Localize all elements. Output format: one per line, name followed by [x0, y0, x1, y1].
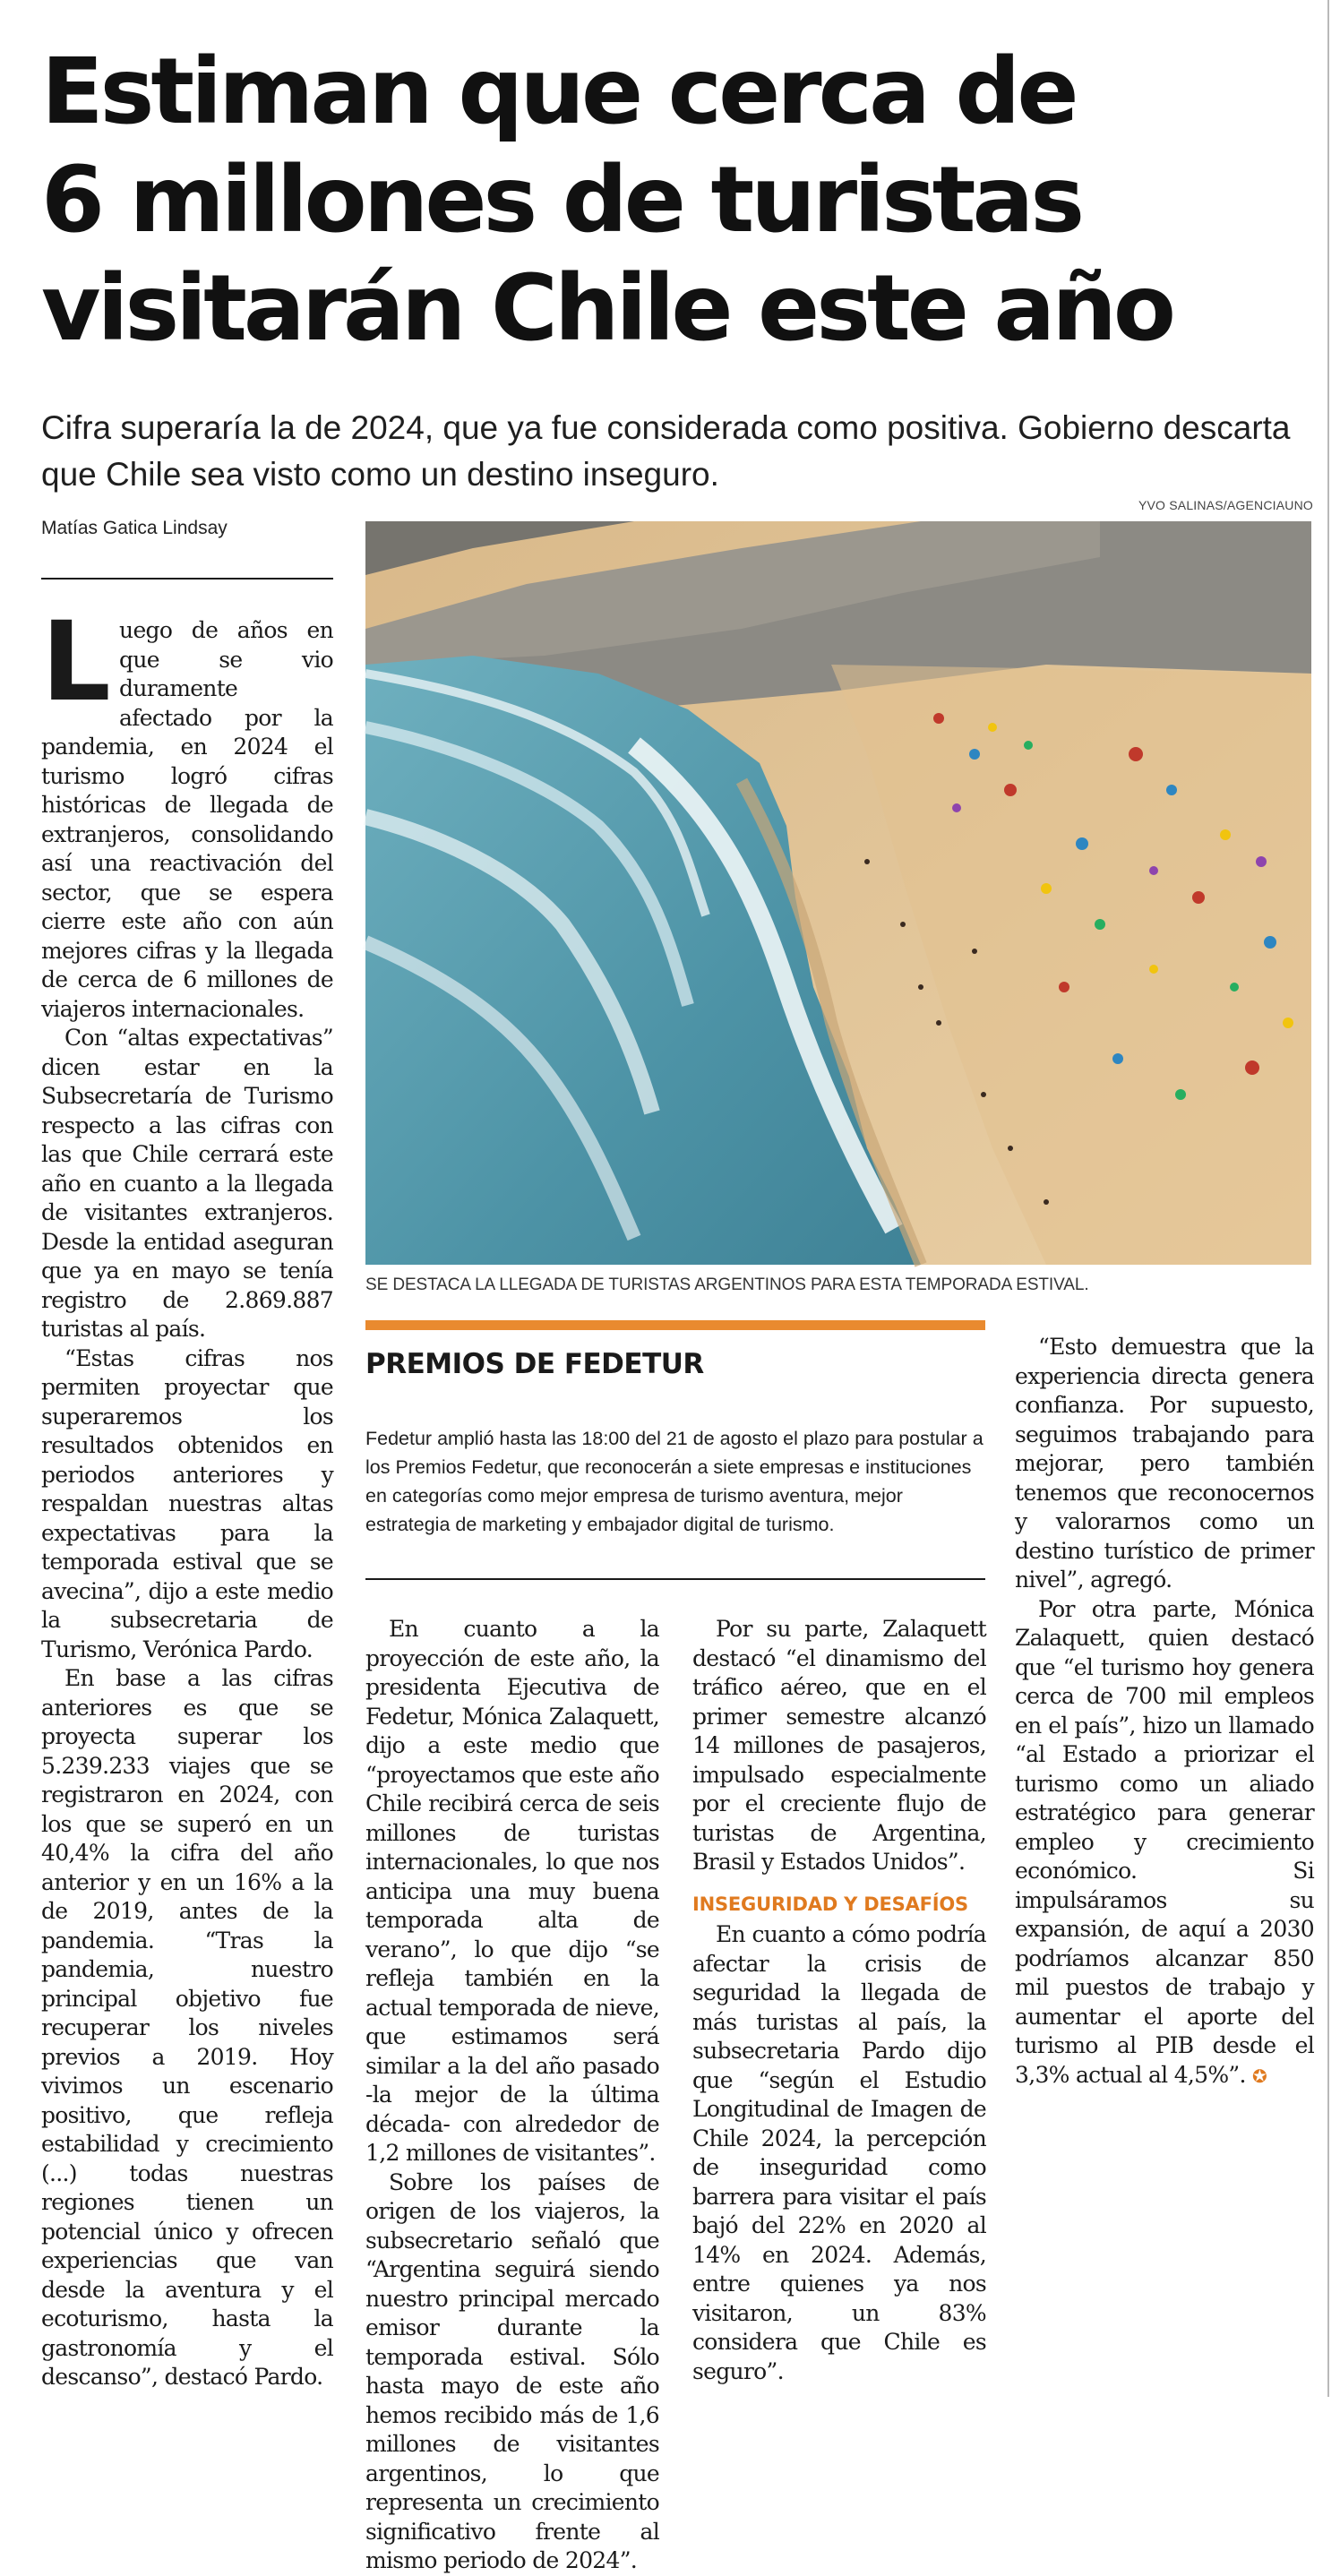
- byline: Matías Gatica Lindsay: [41, 518, 228, 538]
- article-paragraph: En cuanto a cómo podría afectar la crisis de seguridad la llegada de más turistas al país, la subsecretaria Pardo dijo que “según el Estudio Longitudinal de Imagen de Chile 2024, la percepción de inseguridad como barrera para visitar el país bajó del 22% en 2020 al 14% en 2024. Además, entre quienes ya nos visitaron, un 83% considera que Chile es seguro”.: [692, 1921, 986, 2384]
- article-paragraph: Sobre los países de origen de los viajeros, la subsecretario señaló que “Argentina seguirá siendo nuestro principal mercado emisor durante la temporada estival. Sólo hasta mayo de este año hemos recibido más de 1,6 millones de visitantes argentinos, lo que representa un crecimiento significativo frente al mismo periodo de 2024”.: [365, 2168, 659, 2573]
- headline: [41, 38, 1304, 363]
- article-paragraph: [1015, 1595, 1314, 2091]
- drop-cap: L: [41, 598, 111, 726]
- sidebar-text: Fedetur amplió hasta las 18:00 del 21 de agosto el plazo para postular a los Premios Fedetur, que reconocerán a siete empresas e instituciones en categorías como mejor empresa de turismo aventura, mejor estrategia de marketing y embajador digital de turismo.: [365, 1428, 984, 1535]
- photo-caption: SE DESTACA LA LLEGADA DE TURISTAS ARGENTINOS PARA ESTA TEMPORADA ESTIVAL.: [365, 1275, 1089, 1294]
- sidebar-title: PREMIOS DE FEDETUR: [365, 1348, 704, 1380]
- article-paragraph: Por su parte, Zalaquett destacó “el dinamismo del tráfico aéreo, que en el primer semestre alcanzó 14 millones de pasajeros, impulsado especialmente por el creciente flujo de turistas de Argentina, Brasil y Estados Unidos”.: [692, 1616, 986, 1875]
- paragraph-text: uego de años en que se vio duramente afectado por la pandemia, en 2024 el turismo logró cifras históricas de llegada de extranjeros, consolidando así una reactivación del sector, que se espera cierre este año con aún mejores cifras y la llegada de cerca de 6 millones de viajeros internacionales.: [41, 617, 333, 1022]
- article-paragraph: Con “altas expectativas” dicen estar en la Subsecretaría de Turismo respecto a las cifras con las que Chile cerrará este año en cuanto a la llegada de visitantes extranjeros. Desde la entidad aseguran que ya en mayo se tenía registro de 2.869.887 turistas al país.: [41, 1025, 333, 1342]
- byline-divider: [41, 578, 333, 580]
- sidebar-bottom-rule: [365, 1578, 985, 1580]
- article-column-4: [1015, 1333, 1314, 2372]
- headline-line-2: 6 millones de turistas: [41, 147, 1082, 253]
- page-edge-rule: [1327, 0, 1329, 2397]
- headline-line-3: visitarán Chile este año: [41, 255, 1172, 362]
- article-column-2: [365, 1615, 659, 2573]
- article-paragraph: “Estas cifras nos permiten proyectar que superaremos los resultados obtenidos en periodos anteriores y respaldan nuestras altas expectativas para la temporada estival que se avecina”, dijo a este medio la subsecretaria de Turismo, Verónica Pardo.: [41, 1344, 333, 1662]
- photo-credit: YVO SALINAS/AGENCIAUNO: [1138, 498, 1313, 512]
- section-subheading: INSEGURIDAD Y DESAFÍOS: [692, 1893, 968, 1915]
- article-paragraph: En cuanto a la proyección de este año, la presidenta Ejecutiva de Fedetur, Mónica Zalaquett, dijo a este medio que “proyectamos que este año Chile recibirá cerca de seis millones de turistas internacionales, lo que nos anticipa una muy buena temporada alta de verano”, lo que dijo “se refleja también en la actual temporada de nieve, que estimamos será similar a la del año pasado -la mejor de la última década- con alrededor de 1,2 millones de visitantes”.: [365, 1616, 659, 2166]
- end-mark-icon: ✪: [1252, 2065, 1267, 2087]
- headline-line-1: Estiman que cerca de: [41, 39, 1076, 145]
- article-paragraph: En base a las cifras anteriores es que se proyecta superar los 5.239.233 viajes que se registraron en 2024, con los que se superó en un 40,4% la cifra del año anterior y en un 16% a la de 2019, antes de la pandemia. “Tras la pandemia, nuestro principal objetivo fue recuperar los niveles previos a 2019. Hoy vivimos un escenario positivo, que refleja estabilidad y crecimiento (...) todas nuestras regiones tienen un potencial único y ofrecen experiencias que van desde la aventura y el ecoturismo, hasta la gastronomía y el descanso”, destacó Pardo.: [41, 1665, 333, 2390]
- article-paragraph: “Esto demuestra que la experiencia directa genera confianza. Por supuesto, seguimos trabajando para mejorar, pero también tenemos que reconocernos y valorarnos como un destino turístico de primer nivel”, agregó.: [1015, 1334, 1314, 1593]
- beach-photo: [365, 521, 1311, 1265]
- sidebar-accent-bar: [365, 1320, 985, 1330]
- article-column-1: [41, 598, 333, 2390]
- subhead: Cifra superaría la de 2024, que ya fue considerada como positiva. Gobierno descarta que Chile sea visto como un destino inseguro.: [41, 409, 1291, 493]
- article-paragraph: [41, 598, 333, 1024]
- paragraph-text: Por otra parte, Mónica Zalaquett, quien destacó que “el turismo hoy genera cerca de 700 mil empleos en el país”, hizo un llamado “al Estado a priorizar el turismo como un aliado estratégico para generar empleo y crecimiento económico. Si impulsáramos su expansión, de aquí a 2030 podríamos alcanzar 850 mil puestos de trabajo y aumentar el aporte del turismo al PIB desde el 3,3% actual al 4,5%”.: [1015, 1595, 1314, 2088]
- article-column-3: [692, 1615, 986, 2384]
